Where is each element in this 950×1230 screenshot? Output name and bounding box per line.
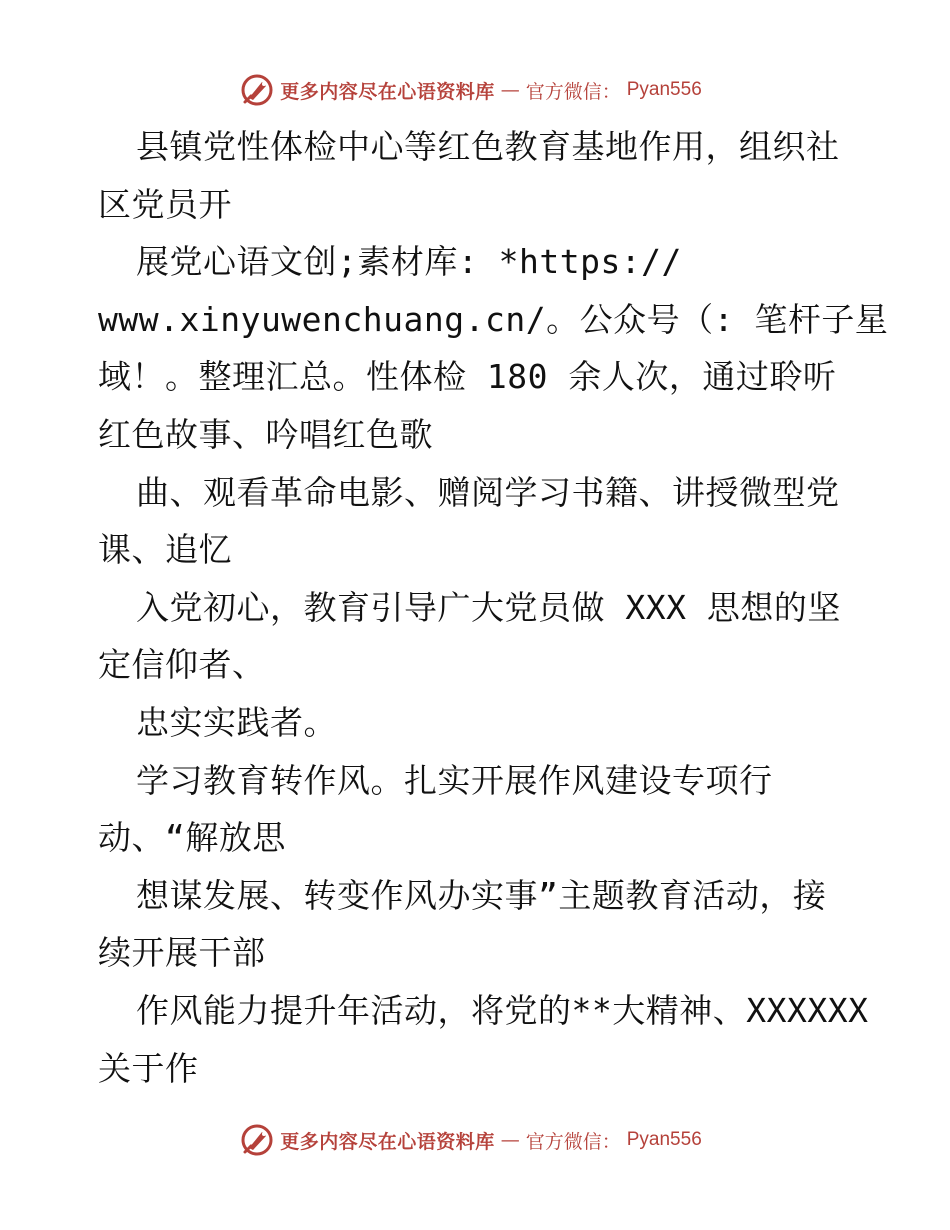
watermark-wechat-id: Pyan556 [626,79,702,100]
text-line: 关于作 [98,1048,199,1088]
text-line: 动、“解放思 [98,818,286,858]
watermark-wechat-label: 官方微信： [525,80,621,103]
watermark-separator: — [500,1129,520,1151]
watermark-wechat-id: Pyan556 [626,1129,702,1150]
text-line: 学习教育转作风。扎实开展作风建设专项行 [136,760,773,800]
text-line: 作风能力提升年活动，将党的**大精神、XXXXXX [136,990,869,1030]
text-line: 曲、观看革命电影、赠阅学习书籍、讲授微型党 [136,472,840,512]
text-line: 课、追忆 [98,530,232,570]
header-watermark [0,70,950,110]
text-line: 续开展干部 [98,933,266,973]
text-line: 入党初心，教育引导广大党员做 XXX 思想的坚 [136,587,841,627]
text-line: www.xinyuwenchuang.cn/。公众号（: 笔杆子星 [98,299,889,339]
text-line: 想谋发展、转变作风办实事”主题教育活动，接 [136,875,827,915]
watermark-wechat-label: 官方微信： [525,1130,621,1153]
document-body [98,118,889,1097]
header-watermark-inner [240,73,702,107]
footer-watermark [0,1120,950,1160]
watermark-text: 更多内容尽在心语资料库 [280,1130,495,1153]
text-line: 域！。整理汇总。性体检 180 余人次，通过聆听 [98,357,837,397]
text-line: 忠实实践者。 [136,702,337,742]
text-line: 红色故事、吟唱红色歌 [98,414,433,454]
text-line: 定信仰者、 [98,645,266,685]
pen-nib-logo-icon [240,73,274,107]
text-line: 展党心语文创;素材库: *https:// [136,242,682,282]
watermark-text: 更多内容尽在心语资料库 [280,80,495,103]
footer-watermark-inner [240,1123,702,1157]
pen-nib-logo-icon [240,1123,274,1157]
text-line: 县镇党性体检中心等红色教育基地作用，组织社 [136,127,840,166]
text-line: 区党员开 [98,184,232,224]
watermark-separator: — [500,79,520,101]
